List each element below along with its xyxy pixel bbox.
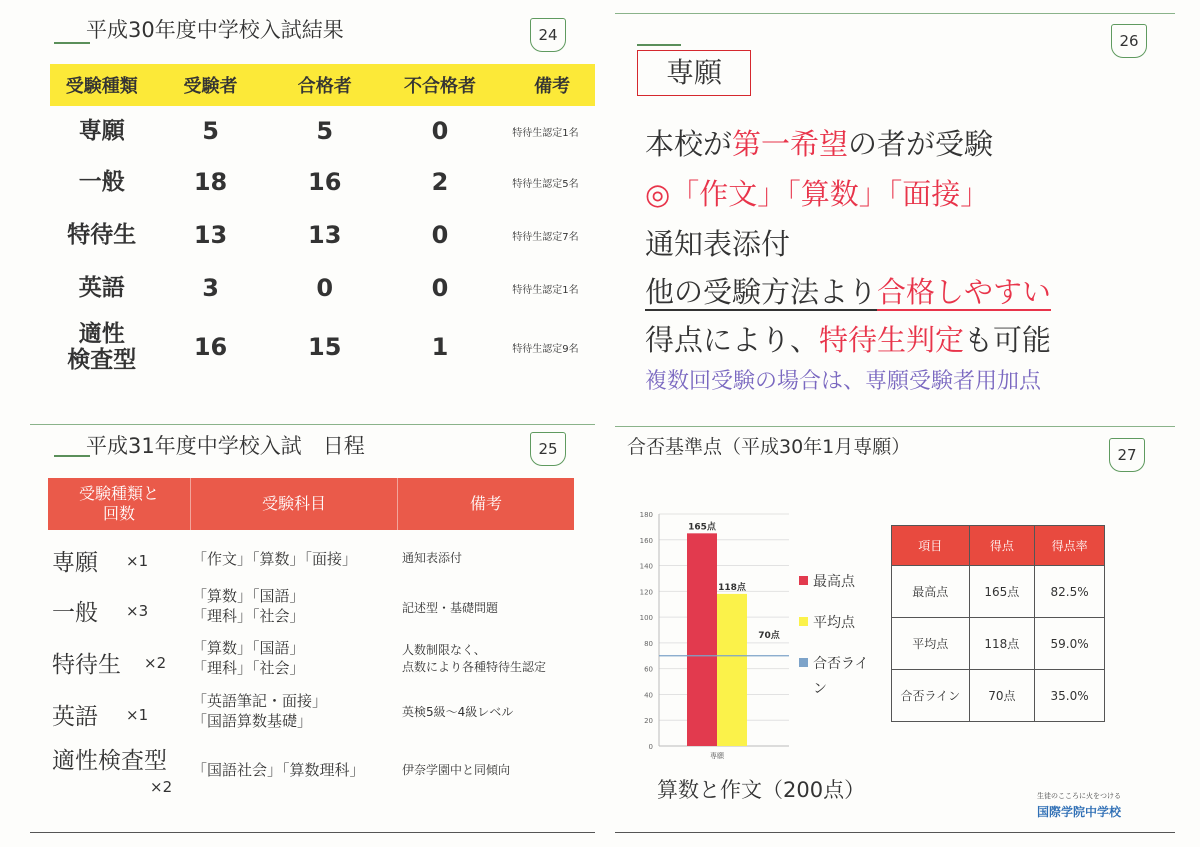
bar-average: [717, 594, 747, 746]
passed: 5: [316, 117, 334, 145]
score: 165点: [969, 566, 1035, 618]
exam-note: 通知表添付: [402, 551, 463, 565]
legend-label-max: 最高点: [813, 574, 855, 590]
text-segment: も可能: [964, 323, 1052, 357]
bottom-rule: [30, 832, 595, 833]
score: 70点: [969, 670, 1035, 722]
y-tick-label: 160: [639, 536, 653, 545]
header-exam-type: [48, 478, 190, 530]
exam-count: ×2: [144, 654, 167, 672]
header-notes: 備考: [469, 494, 502, 513]
text-line-bonus-points: 複数回受験の場合は、専願受験者用加点: [645, 369, 1042, 394]
table-row: [50, 156, 595, 208]
page-number: 24: [530, 18, 566, 52]
highlight-text: 合格しやすい: [877, 275, 1052, 309]
exam-note: 英検5級～4級レベル: [402, 705, 514, 719]
rate: 59.0%: [1035, 618, 1105, 670]
item: 最高点: [892, 566, 970, 618]
page-number: 26: [1111, 24, 1147, 58]
exam-type: 専願: [78, 118, 125, 144]
text-segment: の者が受験: [848, 127, 994, 161]
bar-max: [687, 533, 717, 746]
failed: 2: [431, 168, 449, 196]
exam-count: ×3: [126, 602, 149, 620]
applicants: 18: [193, 168, 228, 196]
text-line-easier-to-pass: [645, 270, 1051, 311]
x-category-label: 専願: [710, 752, 724, 760]
table-row: [50, 106, 595, 156]
exam-subjects: [192, 638, 305, 678]
exam-type: [50, 314, 153, 380]
table-header-row: [50, 64, 595, 106]
passed: 13: [308, 221, 342, 249]
applicants: 3: [202, 274, 219, 302]
title-underline: [54, 42, 90, 44]
exam-count: ×1: [126, 706, 149, 724]
top-rule: [30, 424, 595, 425]
exam-subjects: 「作文」「算数」「面接」: [192, 550, 358, 568]
exam-count: ×1: [126, 552, 149, 570]
legend-label-pass-line-2: ン: [813, 681, 827, 697]
exam-subjects: [192, 586, 305, 626]
text-line-scholarship: [645, 318, 1051, 359]
y-tick-label: 120: [639, 588, 653, 597]
table-row: [50, 262, 595, 314]
passing-score-chart: [625, 504, 795, 766]
slide-title: 専願: [637, 50, 751, 96]
page-number: 27: [1109, 438, 1145, 472]
slide-title: 平成31年度中学校入試 日程: [86, 434, 365, 458]
text-line-report-card: 通知表添付: [645, 227, 791, 261]
applicants: 5: [202, 117, 219, 145]
bar-data-label: 165点: [688, 522, 716, 533]
legend-swatch-pass-line: [799, 658, 808, 667]
failed: 0: [431, 274, 449, 302]
legend-swatch-average: [799, 617, 808, 626]
underlined-text: 他の受験方法より: [645, 275, 878, 309]
exam-type-line2: 検査型: [67, 347, 137, 373]
remark: 特待生認定1名: [512, 284, 579, 296]
exam-note: [402, 642, 546, 676]
passed: 0: [316, 274, 334, 302]
header-line: 受験種類と: [78, 484, 159, 503]
y-tick-label: 40: [644, 691, 653, 700]
exam-note: 記述型・基礎問題: [402, 601, 499, 615]
top-rule: [615, 13, 1175, 14]
highlight-text: 第一希望: [732, 127, 849, 161]
school-tagline: 生徒のこころに火をつける: [1037, 792, 1121, 800]
page-number: 25: [530, 432, 566, 466]
exam-type: 特待生: [67, 222, 137, 248]
applicants: 13: [193, 221, 228, 249]
failed: 0: [431, 221, 449, 249]
failed: 1: [431, 333, 449, 361]
slide-title: 合否基準点（平成30年1月専願）: [627, 436, 911, 458]
passed: 16: [308, 168, 342, 196]
slide-27: [615, 418, 1175, 843]
header-passed: 合格者: [268, 64, 382, 106]
exam-type: 英語: [52, 704, 98, 730]
bar-data-label: 118点: [718, 582, 746, 593]
subject-line: 「英語筆記・面接」: [192, 692, 328, 710]
bottom-rule: [615, 832, 1175, 833]
schedule-table-header: [48, 478, 574, 530]
score-table: [891, 525, 1105, 722]
y-tick-label: 80: [644, 639, 653, 648]
legend-swatch-max: [799, 576, 808, 585]
table-row: [50, 314, 595, 380]
rate: 35.0%: [1035, 670, 1105, 722]
item: 平均点: [892, 618, 970, 670]
exam-type-line1: 適性: [78, 321, 125, 347]
footer-caption: 算数と作文（200点）: [657, 778, 866, 802]
rate: 82.5%: [1035, 566, 1105, 618]
slide-26: [615, 0, 1175, 410]
exam-count: ×2: [150, 778, 173, 796]
school-logo: 国際学院中学校: [1037, 805, 1122, 819]
slide-24: [30, 0, 595, 410]
title-underline: [54, 455, 90, 457]
applicants: 16: [193, 333, 228, 361]
results-table: [50, 64, 595, 380]
score: 118点: [969, 618, 1035, 670]
header-exam-type: 受験種類: [50, 64, 153, 106]
legend-label-average: 平均点: [813, 615, 855, 631]
table-row: [892, 566, 1105, 618]
exam-type: 英語: [78, 275, 125, 301]
subject-line: 「算数」「国語」: [192, 639, 305, 657]
text-segment: 本校が: [645, 127, 733, 161]
y-tick-label: 100: [639, 614, 653, 623]
y-tick-label: 180: [639, 511, 653, 519]
y-tick-label: 0: [648, 743, 653, 751]
exam-type: 一般: [78, 169, 125, 195]
slide-title: 平成30年度中学校入試結果: [86, 18, 344, 42]
failed: 0: [431, 117, 449, 145]
legend-label-pass-line-1: 合否ライ: [813, 656, 869, 672]
exam-type: 適性検査型: [52, 748, 167, 774]
header-remarks: 備考: [498, 64, 595, 106]
header-failed: 不合格者: [382, 64, 498, 106]
remark: 特待生認定5名: [512, 178, 579, 190]
y-tick-label: 140: [639, 562, 653, 571]
header-item: 項目: [892, 526, 970, 566]
subject-line: 「国語算数基礎」: [192, 712, 313, 730]
highlight-text: 特待生判定: [819, 323, 965, 357]
exam-type: 一般: [52, 600, 98, 626]
remark: 特待生認定9名: [512, 343, 579, 355]
note-line: 人数制限なく、: [402, 643, 486, 657]
subject-line: 「算数」「国語」: [192, 587, 305, 605]
table-row: [892, 618, 1105, 670]
text-line-subjects: ◎「作文」「算数」「面接」: [645, 177, 990, 211]
text-segment: 得点により、: [645, 323, 820, 357]
table-row: [50, 208, 595, 262]
header-line: 回数: [102, 504, 135, 523]
table-header-row: [892, 526, 1105, 566]
subject-line: 「理科」「社会」: [192, 659, 305, 677]
remark: 特待生認定7名: [512, 231, 579, 243]
top-rule: [615, 426, 1175, 427]
slide-25: [30, 418, 595, 843]
y-tick-label: 60: [644, 665, 653, 674]
subject-line: 「理科」「社会」: [192, 607, 305, 625]
exam-note: 伊奈学園中と同傾向: [402, 763, 511, 777]
exam-subjects: [192, 691, 327, 731]
exam-subjects: 「国語社会」「算数理科」: [192, 761, 365, 779]
y-tick-label: 20: [644, 717, 653, 726]
text-line-first-choice: [645, 122, 993, 163]
passed: 15: [308, 333, 342, 361]
remark: 特待生認定1名: [512, 127, 579, 139]
exam-type: 専願: [52, 550, 98, 576]
exam-type: 特待生: [52, 652, 121, 678]
pass-line-label: 70点: [758, 630, 780, 641]
note-line: 点数により各種特待生認定: [402, 660, 547, 674]
header-applicants: 受験者: [153, 64, 267, 106]
table-row: [892, 670, 1105, 722]
header-subjects: 受験科目: [261, 494, 326, 513]
header-rate: 得点率: [1035, 526, 1105, 566]
item: 合否ライン: [892, 670, 970, 722]
header-score: 得点: [969, 526, 1035, 566]
title-underline: [637, 44, 681, 46]
